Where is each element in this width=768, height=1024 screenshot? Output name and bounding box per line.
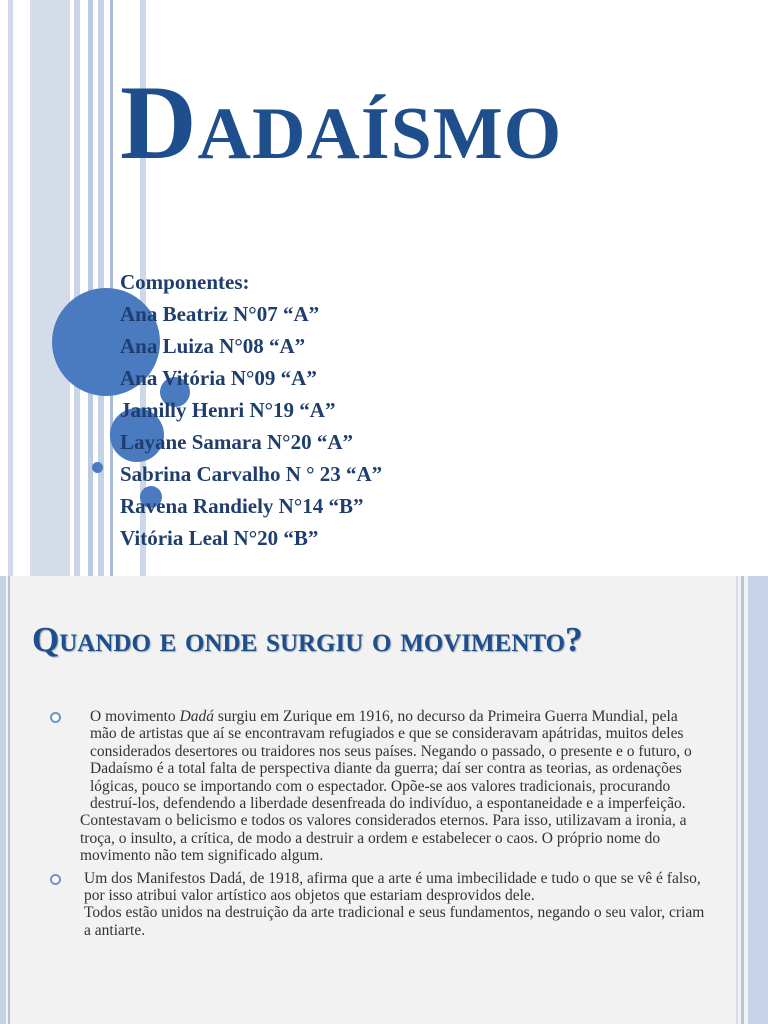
bullet-paragraph [48,708,708,865]
stripe [741,576,744,1024]
paragraph-text: Um dos Manifestos Dadá, de 1918, afirma que a arte é uma imbecilidade e tudo o que se vê é falso, por isso atribui valor artístico aos objetos que estariam desprovidos dele. [84,869,701,905]
stripe [88,0,93,576]
member-item: Vitória Leal N°20 “B” [120,526,319,550]
member-item: Ana Vitória N°09 “A” [120,366,317,390]
stripe [748,576,768,1024]
stripe [0,576,6,1024]
paragraph-text: Todos estão unidos na destruição da arte tradicional e seus fundamentos, negando o seu valor, criam a antiarte. [84,904,705,939]
decorative-stripes [734,576,768,1024]
stripe [8,0,13,576]
stripe [8,576,10,1024]
bullet-icon [50,712,61,723]
member-item: Sabrina Carvalho N ° 23 “A” [120,462,383,486]
slide-body [48,708,708,944]
paragraph-text: Contestavam o belicismo e todos os valores considerados eternos. Para isso, utilizavam a ironia, a troça, o insulto, a crítica, de modo a destruir a ordem e estabelecer o caos. O próprio nome do movimento não tem significado algum. [80,812,687,865]
bullet-icon [50,874,61,885]
decorative-circle-icon [92,462,103,473]
stripe [30,0,70,576]
members-list [120,266,382,554]
member-item: Ana Luiza N°08 “A” [120,334,306,358]
stripe [74,0,80,576]
member-item: Layane Samara N°20 “A” [120,430,353,454]
stripe [736,576,738,1024]
members-heading: Componentes: [120,270,250,294]
slide-2 [0,576,768,1024]
slide-title: Dadaísmo [120,64,563,181]
member-item: Jamilly Henri N°19 “A” [120,398,336,422]
paragraph-text: O movimento Dadá surgiu em Zurique em 1916, no decurso da Primeira Guerra Mundial, pela mão de artistas que aí se encontravam refugiados e que se consideravam apátridas, muitos deles considerados desertores ou traidores nos seus países. Negando o passado, o presente e o futuro, o Dadaísmo é a total falta de perspectiva diante da guerra; daí ser contra as teorias, as ordenações lógicas, pouco se importando com o espectador. Opõe-se aos valores tradicionais, procurando destruí-los, defendendo a liberdade desenfreada do indivíduo, a espontaneidade e a imperfeição. [90,708,692,813]
member-item: Ana Beatriz N°07 “A” [120,302,320,326]
bullet-paragraph [48,870,708,940]
decorative-stripes [0,576,14,1024]
member-item: Ravena Randiely N°14 “B” [120,494,364,518]
slide-title: Quando e onde surgiu o movimento? [32,620,583,659]
